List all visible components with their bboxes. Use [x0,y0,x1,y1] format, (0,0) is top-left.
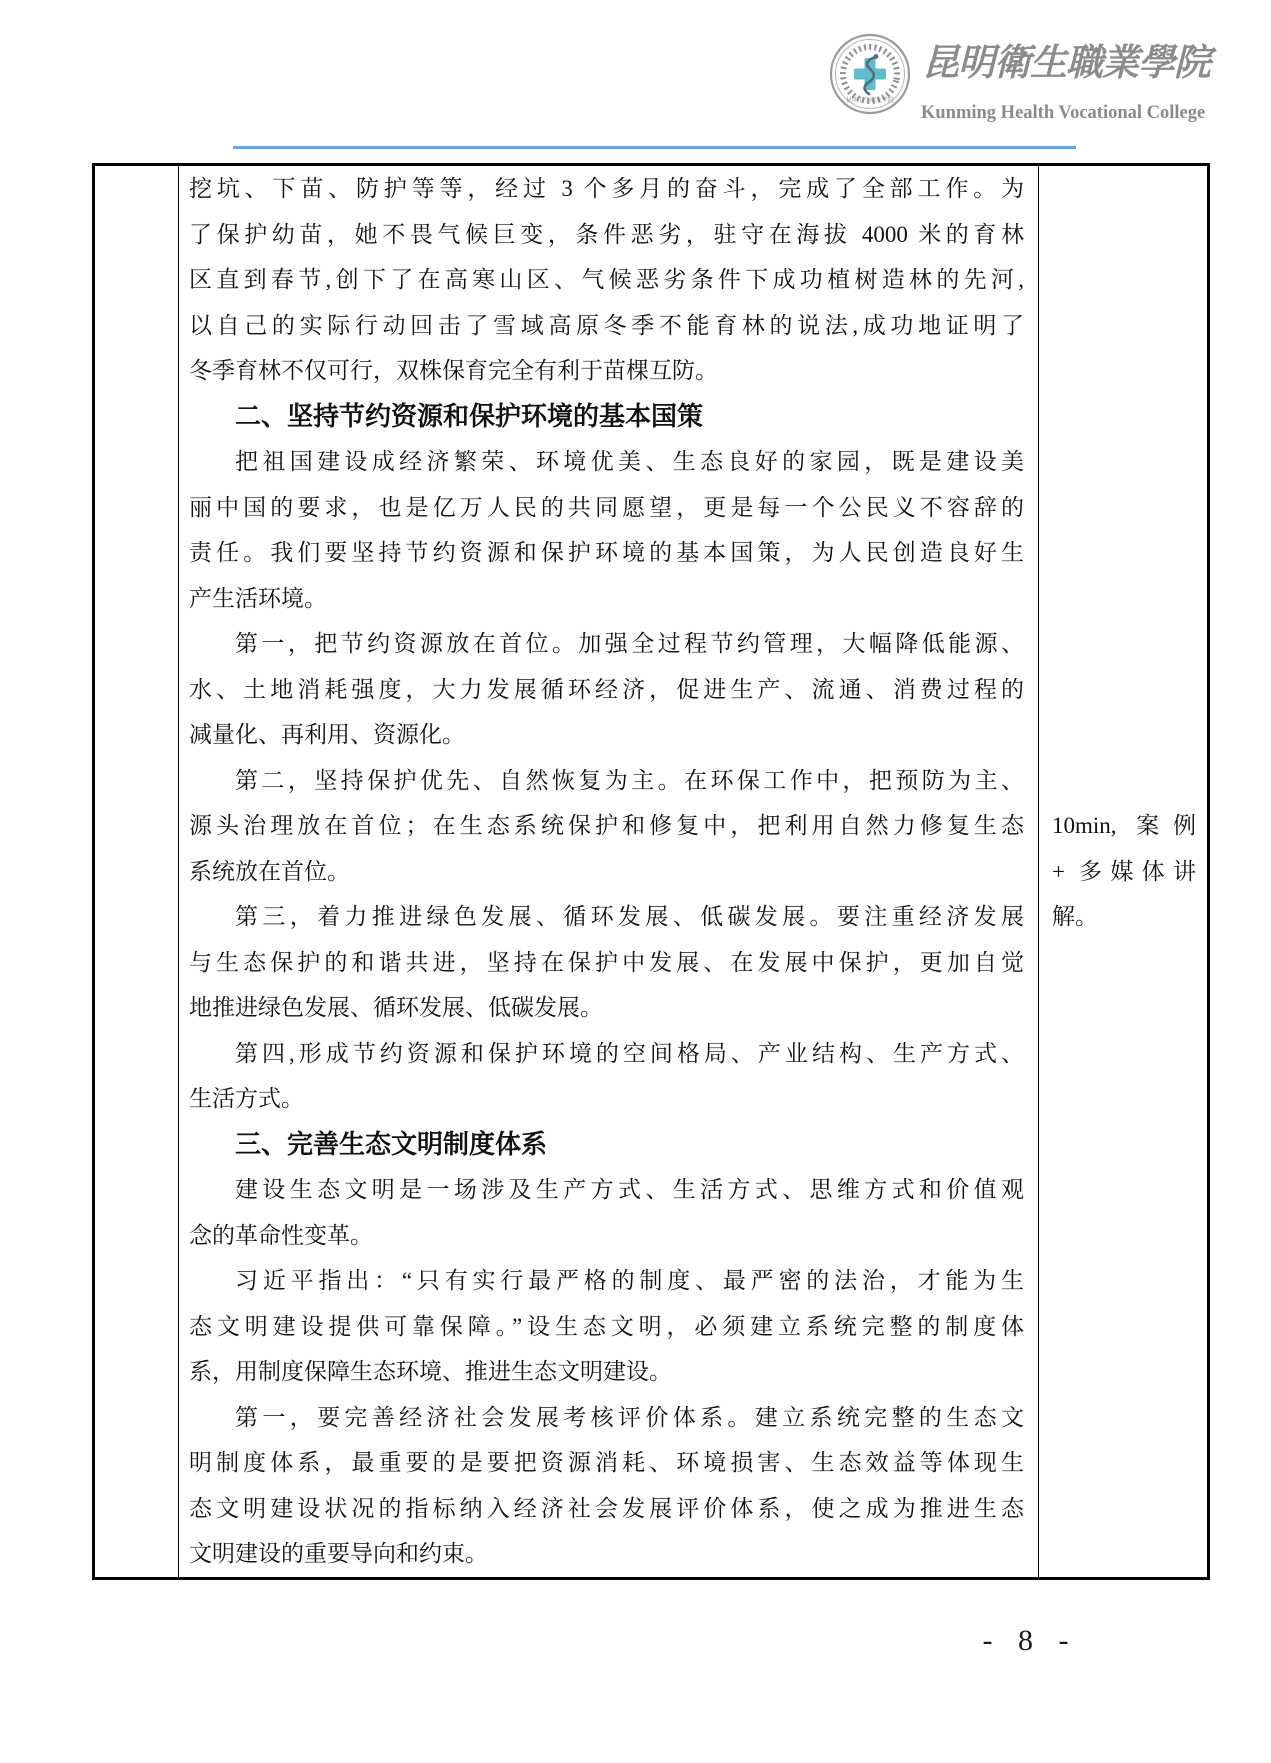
text-line: 地推进绿色发展、循环发展、低碳发展。 [189,995,603,1020]
college-name-english: Kunming Health Vocational College [921,103,1206,123]
section-heading: 三、完善生态文明制度体系 [235,1128,548,1159]
text-line: 建设生态文明是一场涉及生产方式、生活方式、思维方式和价值观 [235,1177,1024,1202]
lesson-plan-table [92,163,1210,1580]
text-line: 源头治理放在首位；在生态系统保护和修复中，把利用自然力修复生态 [189,813,1024,838]
text-line: 念的革命性变革。 [189,1222,373,1248]
text-line: 以自己的实际行动回击了雪域高原冬季不能育林的说法,成功地证明了 [189,312,1024,338]
main-text-cell [179,166,1039,1577]
text-line: + 多媒体讲 [1052,858,1196,884]
text-line: 生活方式。 [189,1086,304,1111]
header-divider-rule [233,146,1076,149]
text-line: 习近平指出：“只有实行最严格的制度、最严密的法治，才能为生 [235,1268,1024,1293]
text-line: 产生活环境。 [189,585,327,611]
text-line: 责任。我们要坚持节约资源和保护环境的基本国策，为人民创造良好生 [189,540,1024,565]
text-line: 解。 [1052,904,1098,929]
text-line: 挖坑、下苗、防护等等，经过 3 个多月的奋斗，完成了全部工作。为 [189,176,1024,201]
text-line: 区直到春节,创下了在高寒山区、气候恶劣条件下成功植树造林的先河, [189,267,1024,292]
text-line: 水、土地消耗强度，大力发展循环经济，促进生产、流通、消费过程的 [189,676,1024,702]
text-line: 丽中国的要求，也是亿万人民的共同愿望，更是每一个公民义不容辞的 [189,494,1024,520]
text-line: 第二，坚持保护优先、自然恢复为主。在环保工作中，把预防为主、 [235,767,1024,793]
text-line: 与生态保护的和谐共进，坚持在保护中发展、在发展中保护，更加自觉 [189,949,1024,975]
text-line: 冬季育林不仅可行，双株保育完全有利于苗棵互防。 [189,358,718,383]
text-line: 把祖国建设成经济繁荣、环境优美、生态良好的家园，既是建设美 [235,449,1024,474]
text-line: 第四,形成节约资源和保护环境的空间格局、产业结构、生产方式、 [235,1040,1024,1066]
text-line: 系，用制度保障生态环境、推进生态文明建设。 [189,1359,672,1384]
text-line: 第一，把节约资源放在首位。加强全过程节约管理，大幅降低能源、 [235,631,1024,656]
text-line: 第三，着力推进绿色发展、循环发展、低碳发展。要注重经济发展 [235,904,1024,929]
text-line: 文明建设的重要导向和约束。 [189,1541,488,1566]
text-line: 态文明建设提供可靠保障。”设生态文明，必须建立系统完整的制度体 [189,1313,1024,1339]
section-heading: 二、坚持节约资源和保护环境的基本国策 [235,400,704,431]
time-method-cell [1039,166,1207,1577]
text-line: 了保护幼苗，她不畏气候巨变，条件恶劣，驻守在海拔 4000 米的育林 [189,221,1024,247]
text-line: 10min, 案例 [1052,813,1196,838]
svg-text:昆明卫生职业学院: 昆明卫生职业学院 [845,98,895,104]
text-line: 第一，要完善经济社会发展考核评价体系。建立系统完整的生态文 [235,1404,1024,1430]
text-line: 态文明建设状况的指标纳入经济社会发展评价体系，使之成为推进生态 [189,1495,1024,1521]
table-left-empty-cell [95,166,179,1577]
college-name-chinese: 昆明衛生職業學院 [922,43,1210,84]
page-number: - 8 - [982,1624,1078,1657]
college-seal-icon [829,32,911,116]
text-line: 系统放在首位。 [189,858,350,884]
text-line: 明制度体系，最重要的是要把资源消耗、环境损害、生态效益等体现生 [189,1450,1024,1475]
text-line: 减量化、再利用、资源化。 [189,722,465,747]
